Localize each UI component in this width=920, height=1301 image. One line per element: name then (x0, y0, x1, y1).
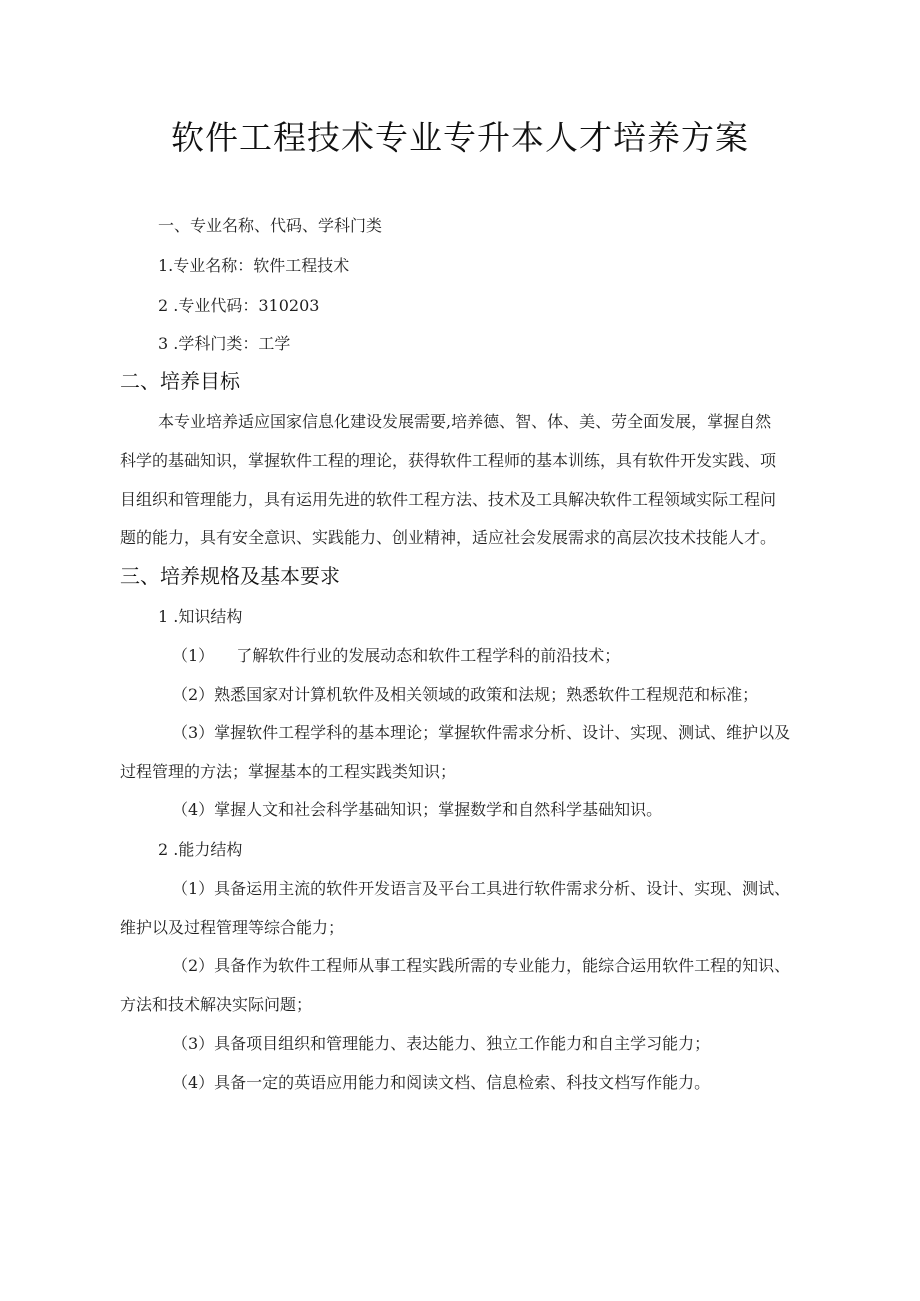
major-name: 1.专业名称：软件工程技术 (158, 256, 350, 275)
ability-item-2-line-2: 方法和技术解决实际问题； (120, 995, 313, 1014)
section2-heading: 二、培养目标 (120, 369, 240, 393)
knowledge-item-1-text: 了解软件行业的发展动态和软件工程学科的前沿技术； (236, 646, 621, 665)
ability-item-1-line-2: 维护以及过程管理等综合能力； (120, 918, 345, 937)
ability-item-2-line-1: （2）具备作为软件工程师从事工程实践所需的专业能力，能综合运用软件工程的知识、 (172, 956, 791, 975)
goal-line-3: 目组织和管理能力，具有运用先进的软件工程方法、技术及工具解决软件工程领域实际工程问 (120, 490, 777, 509)
knowledge-title: 1 .知识结构 (158, 607, 243, 626)
section1-heading: 一、专业名称、代码、学科门类 (158, 216, 383, 235)
ability-item-1-line-1: （1）具备运用主流的软件开发语言及平台工具进行软件需求分析、设计、实现、测试、 (172, 879, 791, 898)
page-title: 软件工程技术专业专升本人才培养方案 (171, 118, 749, 157)
knowledge-item-2: （2）熟悉国家对计算机软件及相关领域的政策和法规；熟悉软件工程规范和标准； (172, 685, 759, 704)
goal-line-4: 题的能力，具有安全意识、实践能力、创业精神，适应社会发展需求的高层次技术技能人才。 (120, 528, 777, 547)
knowledge-item-3-line-2: 过程管理的方法；掌握基本的工程实践类知识； (120, 762, 457, 781)
ability-item-3: （3）具备项目组织和管理能力、表达能力、独立工作能力和自主学习能力； (172, 1034, 711, 1053)
ability-item-4: （4）具备一定的英语应用能力和阅读文档、信息检索、科技文档写作能力。 (172, 1073, 711, 1092)
ability-title: 2 .能力结构 (158, 840, 243, 859)
knowledge-item-1-number: （1） (172, 646, 215, 665)
knowledge-item-1 (172, 645, 620, 667)
knowledge-item-4: （4）掌握人文和社会科学基础知识；掌握数学和自然科学基础知识。 (172, 800, 663, 819)
knowledge-item-3-line-1: （3）掌握软件工程学科的基本理论；掌握软件需求分析、设计、实现、测试、维护以及 (172, 723, 791, 742)
discipline-category: 3 .学科门类：工学 (158, 334, 291, 353)
major-code: 2 .专业代码：310203 (158, 296, 320, 315)
goal-line-2: 科学的基础知识，掌握软件工程的理论，获得软件工程师的基本训练，具有软件开发实践、项 (120, 451, 777, 470)
goal-line-1: 本专业培养适应国家信息化建设发展需要,培养德、智、体、美、劳全面发展，掌握自然 (158, 412, 772, 431)
section3-heading: 三、培养规格及基本要求 (120, 564, 340, 588)
